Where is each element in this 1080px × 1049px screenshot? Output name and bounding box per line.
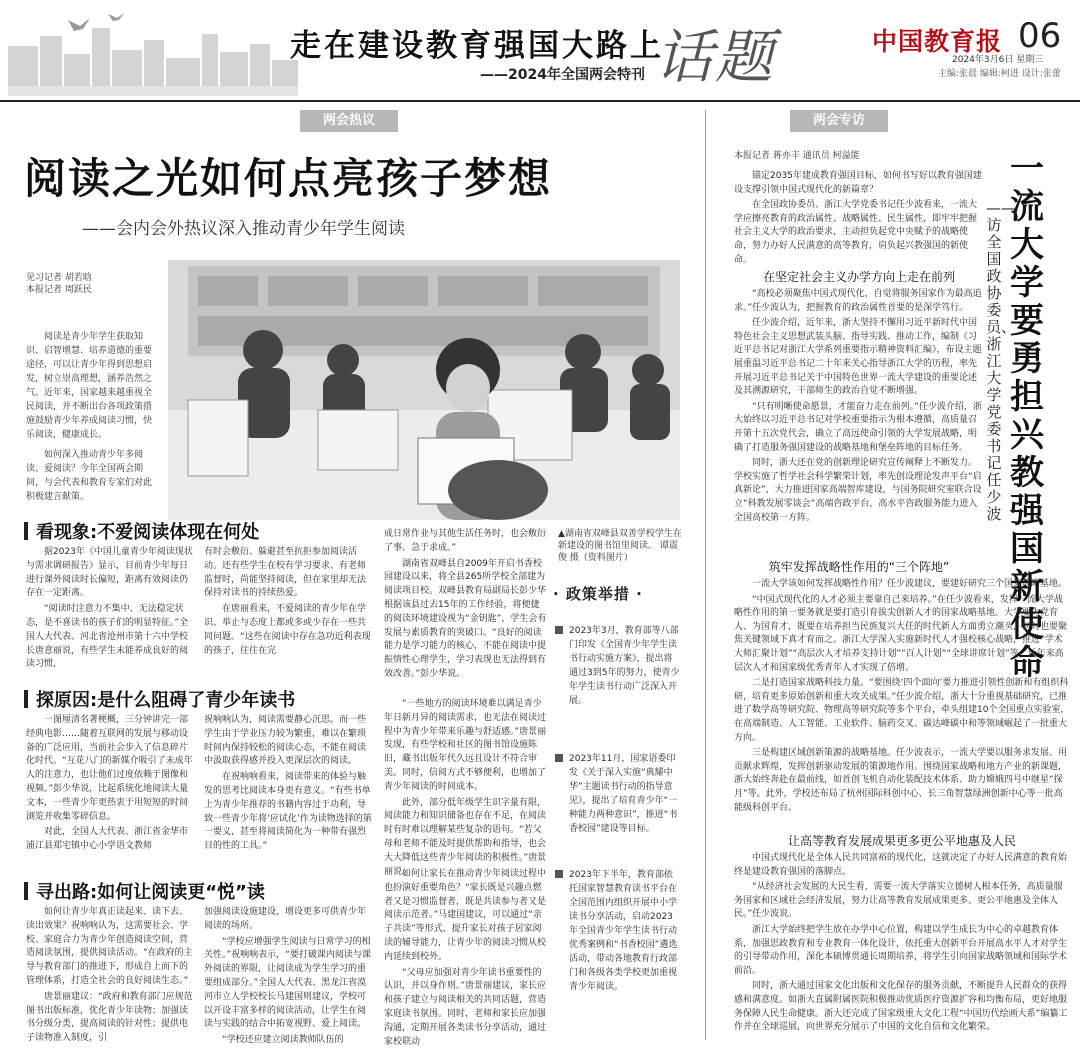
- body-paragraph: “学校应增强学生阅读与日常学习的相关性。”祝响响表示，“要打破课内阅读与课外阅读的界限，让阅读成为学生学习的重要组成部分。”全国人大代表、黑龙江省漠河市立人学校校长马建国则建议，学校可以开设丰富多样的阅读活动，让学生在阅读与实践的结合中拓宽视野、爱上阅读。: [204, 936, 371, 1030]
- heading-bar: [24, 522, 28, 540]
- body-paragraph: 祝响响认为，阅读需要静心沉思。而一些学生由于学业压力较为繁重，难以在繁琐时间内保持较松的阅读心态，不能在阅读中汲取获得感并投入更深层次的阅读。: [204, 715, 367, 767]
- section-label-left: 两会热议: [300, 110, 398, 132]
- body-paragraph: 在全国政协委员、浙江大学党委书记任少波看来，一流大学应擦亮教育的政治属性、战略属性、民生属性，即牢牢把握社会主义大学的政治要求，主动担负起党中央赋予的战略使命，努力办好人民满意的高等教育，肩负起兴教强国的新使命。: [734, 200, 978, 265]
- interview-body: [734, 852, 1070, 1040]
- issue-date: 2024年3月6日 星期三: [952, 55, 1044, 65]
- masthead: [0, 0, 1080, 102]
- lead-paragraph: 如何深入推动青少年多阅读、爱阅读？今年全国两会期间，与会代表和教育专家们对此积极建言献策。: [26, 450, 153, 502]
- interview-headline: 一流大学要勇担兴教强国新使命: [1010, 149, 1044, 683]
- body-paragraph: 在唐丽看来，不爱阅读的青少年在学识、举止与态度上都或多或少存在一些共同问题。“这些在阅读中存在急功近利表现的孩子，往往在完: [204, 604, 371, 656]
- body-paragraph: 中国式现代化是全体人民共同富裕的现代化，这就决定了办好人民满意的教育始终是建设教育强国的落脚点。: [734, 853, 1068, 877]
- interview-section-heading: 筑牢发挥战略性作用的“三个阵地”: [768, 560, 950, 574]
- body-paragraph: 浙江大学始终把学生放在办学中心位置，构建以学生成长为中心的卓越教育体系，加强思政教育和专业教育一体化设计，依托重大创新平台开展高水平人才对学生的引导带动作用，深化本硕博贯通长周期培养，将学生引向国家战略领域和国际学术前沿。: [734, 924, 1068, 976]
- interview-section-heading: 在坚定社会主义办学方向上走在前列: [762, 270, 955, 284]
- interview-section-heading: 让高等教育发展成果更多更公平地惠及人民: [787, 834, 1016, 848]
- body-paragraph: 二是打造国家战略科技力量。“要围绕‘四个面向’要力推进引领性创新和有组织科研，培育更多原始创新和重大攻关成果。”任少波介绍，浙大十分重视基础研究，已推进了数学高等研究院、物理高等研究院等多个平台，牵头组建10个全国重点实验室，在高端制造、人工智能、工业软件、脑药交叉、碳达峰碳中和等领域崛起了一批重大方向。: [734, 678, 1070, 743]
- body-column: [384, 698, 548, 877]
- policy-text: 2023年3月，教育部等八部门印发《全国青少年学生读书行动实施方案》，提出将通过3到5年的努力，使青少年学生读书行动广泛深入开展。: [569, 626, 680, 706]
- special-issue-title: 走在建设教育强国大路上: [290, 28, 664, 64]
- body-column: [26, 714, 196, 864]
- interview-subhead: ——访全国政协委员、浙江大学党委书记任少波: [986, 199, 1017, 523]
- body-paragraph: 如何让家长在推动青少年阅读过程中也扮演好重要角色？“家长既是兴趣点燃者又是习惯监督者，既是共读参与者又是阅读示范者。”马建国建议，可以通过“亲子共读”等形式，提升家长对孩子居家阅读的辅导能力，让青少年的阅读习惯从校内延续到校外。: [384, 869, 547, 962]
- interview-intro: [734, 170, 984, 270]
- interview-body: [734, 288, 984, 552]
- policy-item: [555, 752, 681, 836]
- body-paragraph: 此外，部分低年级学生识字量有限，阅读能力和知识储备也存在不足，在阅读时有时难以理解某些复杂的语句。“若父母和老师不能及时提供帮助和指导，也会大大降低这些青少年阅读的积极性。”唐景丽说。: [384, 797, 547, 877]
- article-headline: 阅读之光如何点亮孩子梦想: [24, 154, 553, 203]
- body-paragraph: 对此，全国人大代表、浙江省金华市浦江县郑宅镇中心小学语文教师: [26, 827, 189, 852]
- body-paragraph: 同时，浙大还在党的创新理论研究宣传阐释上不断发力。学校实施了哲学社会科学繁荣计划，率先创设理论发声平台“启真新论”，大力推进国家高端智库建设，与国务院研究室联合设立“科教发展零谈会”高端咨政平台，高水平咨政服务能力进入全国高校第一方阵。: [734, 458, 982, 523]
- body-paragraph: 成日常作业与其他生活任务时，也会敷衍了事、急于求成。”: [384, 529, 547, 553]
- body-paragraph: “学校还应建立阅读教师队伍的: [222, 1035, 344, 1046]
- body-paragraph: 加强阅读设施建设，增设更多可供青少年阅读的场所。: [204, 907, 367, 931]
- heading-bar: [24, 690, 28, 708]
- body-paragraph: “从经济社会发展的大民生看，需要一流大学落实立德树人根本任务，高质量服务国家和区域社会经济发展，努力让高等教育发展成果更多、更公平地惠及全体人民。”任少波说。: [734, 882, 1063, 920]
- policy-sidebar-title: · 政策举措 ·: [553, 585, 643, 603]
- body-paragraph: “高校必须聚焦中国式现代化，自觉将服务国家作为最高追求。”任少波认为，把握教育的政治属性首要的是深学笃行。: [734, 289, 982, 313]
- byline: 本报记者 周跃民: [26, 285, 92, 295]
- heading-text: 看现象:不爱阅读体现在何处: [36, 522, 260, 543]
- body-paragraph: 一图厘清名著梗概，三分钟讲完一部经典电影……随着互联网的发展与移动设备的广泛应用，当前社会步入了信息碎片化时代。“互花八门的新媒介吸引了未成年人的注意力，也让他们过度依赖于图像和视频。”彭少华说，比起系统化地阅读大量文本，一些青少年更热衷于用短短的时间浏览并收集零碎信息。: [26, 715, 193, 822]
- body-paragraph: “中国式现代化的人才必须主要靠自己来培养。”在任少波看来，发挥一流大学战略性作用的第一要务就是要打造引育拔尖创新人才的国家战略基地。大学要为党育人、为国育才，既要在培养担当民族复兴大任的时代新人方面勇立潮头，同时也要聚焦关键领域下真才育而之。浙江大学深入实施新时代人才强校核心战略，推进“学术大师汇聚计划”“高层次人才培养支持计划”“百人计划”“全球讲席计划”等，近年来高层次人才和国家级优秀青年人才实现了倍增。: [734, 594, 1068, 673]
- newspaper-brand: 中国教育报: [872, 27, 1003, 56]
- editorial-staff: 主编:张晨 编辑:柯进 设计:张蕾: [938, 69, 1061, 79]
- photo-caption: ▲湖南省双峰县双善学校学生在新建设的图书馆里阅读。 谭震俊 摄（资料图片）: [558, 529, 682, 563]
- article-subhead: ——会内会外热议深入推动青少年学生阅读: [82, 219, 405, 239]
- policy-item: [555, 624, 681, 708]
- policy-text: 2023年11月，国家语委印发《关于深入实施“典耀中华”主题读书行动的指导意见》，提出了培育青少年“一种能力两种意识”，推进“书香校园”建设等目标。: [569, 754, 678, 834]
- column-divider: [705, 110, 706, 1040]
- body-paragraph: 唐景丽建议：“政府和教育部门应规范图书出版标准，优化青少年读物；加强读书分级分类，提高阅读的针对性；提供电子读物准入制度，引: [26, 991, 193, 1044]
- article-bylines: [26, 272, 92, 296]
- body-paragraph: 湖南省双峰县自2009年开启书香校园建设以来，将全县265所学校全部建为阅读项目校。双峰县教育局副局长彭少华根据该县过去15年的工作经验，将便捷的阅读环境建设视为“金钥匙”，学生会有发展与素质教育的突破口。“良好的阅读能力是学习能力的核心，不能在阅读中提振情性心理学生，学习表现也无法得到有效改善。”彭少华说。: [384, 558, 547, 679]
- body-paragraph: 同时，浙大通过国家文化出版和文化保存的服务贡献，不断提升人民群众的获得感和满意度。如浙大直属附属医院积极推动优质医疗资源扩容和均衡布局，更好地服务保障人民生命健康。浙大还完成了国家级重大文化工程“中国历代绘画大系”编纂工作并在全球巡展，向世界充分展示了中国的文化自信和文化繁荣。: [734, 981, 1068, 1033]
- body-paragraph: 一流大学该如何发挥战略性作用？任少波建议，要建好研究三个国家战略基地。: [752, 579, 1068, 589]
- special-issue-subtitle: ——2024年全国两会特刊: [480, 67, 645, 83]
- body-column: [26, 906, 196, 1044]
- body-paragraph: 有时会敷衍、躲避甚至抗拒参加阅读活动。还有些学生在校有学习要求、有老师监督时，尚能坚持阅读，但在家里却无法保持对读书的持续热爱。: [204, 547, 367, 599]
- lead-paragraph: 阅读是青少年学生获取知识、启智增慧、培养道德的重要途径，可以让青少年得到思想启发，树立崇高理想，涵养浩然之气。近年来，国家越来越重视全民阅读，并不断出台各项政策措施鼓励青少年养成阅读习惯，快乐阅读，健康成长。: [26, 332, 153, 440]
- heading-text: 寻出路:如何让阅读更“悦”读: [36, 882, 265, 903]
- section-heading-phenomenon: [24, 518, 259, 544]
- body-paragraph: 据2023年《中国儿童青少年阅读现状与需求调研报告》显示，目前青少年每日进行课外阅读时长偏短，距离有效阅读仍存在一定距离。: [26, 547, 193, 599]
- body-column: [384, 868, 548, 1047]
- heading-text: 探原因:是什么阻碍了青少年读书: [36, 690, 296, 711]
- body-column: [26, 546, 196, 674]
- body-paragraph: 三是构建区域创新策源的战略基地。任少波表示，一流大学要以服务求发展、用贡献求辉煌，发挥创新驱动发展的策源地作用。围绕国家战略和地方产业的新课题，浙大始终奔赴在最前线，如首创飞机自动化装配技术体系、助力嫦娥四号中继星“探月”等。此外，学校还布局了杭州国际科创中心、长三角智慧绿洲创新中心等一批高能级科创平台。: [734, 748, 1068, 813]
- bullet-square-icon: [555, 870, 563, 878]
- body-column: [204, 546, 374, 674]
- byline: 见习记者 胡若晗: [26, 273, 92, 283]
- body-paragraph: 任少波介绍，近年来，浙大坚持不懈用习近平新时代中国特色社会主义思想武装头脑、指导实践、推动工作，编制《习近平总书记对浙江大学系列重要指示精神资料汇编》，布设主题展重温习近平总书记二十年来关心指导浙江大学的历程，率先开展习近平总书记关于中国特色世界一流大学建设的重要论述及其溯源研究，干部师生的政治自觉不断增强。: [734, 318, 982, 397]
- body-column: [204, 906, 374, 1046]
- section-label-right: 两会专访: [790, 110, 888, 132]
- body-paragraph: 如何让青少年真正读起来、读下去、读出效果？祝响响认为，这需要社会、学校、家庭合力为青少年创造阅读空间，营造阅读氛围，提供阅读活动。“在政府的主导与教育部门的推进下，形成自上而下的管理体系，打造全社会的良好阅读生态。”: [26, 907, 193, 986]
- topic-calligraphy-mark: 话题: [655, 23, 776, 91]
- article-lead: [26, 330, 158, 510]
- bullet-square-icon: [555, 754, 563, 762]
- interview-body: [734, 578, 1070, 828]
- interview-byline: 本报记者 蒋亦丰 通讯员 柯溢能: [734, 151, 860, 161]
- page-number: 06: [1018, 16, 1062, 56]
- body-column: [384, 528, 548, 690]
- city-skyline-illustration: [8, 6, 298, 96]
- library-reading-photo: [168, 260, 680, 520]
- body-paragraph: “阅读时注意力不集中、无法稳定状态，是不喜读书的孩子们的明显特征。”全国人大代表、河北省沧州市第十六中学校长唐意丽说，有些学生未能养成良好的阅读习惯，: [26, 604, 189, 670]
- bullet-square-icon: [555, 626, 563, 634]
- body-paragraph: 锚定2035年建成教育强国目标，如何书写好以教育强国建设支撑引领中国式现代化的新篇章？: [734, 171, 982, 195]
- body-paragraph: 在祝响响看来，阅读带来的体验与触发的思考比阅读本身更有意义。“有些书单上为青少年推荐的书籍内容过于功利，导致一些青少年将‘应试化’作为读物选择的第一要义，甚至将阅读简化为一种带有强烈目的性的工具。”: [204, 772, 372, 852]
- heading-bar: [24, 882, 28, 900]
- policy-item: [555, 868, 681, 994]
- section-heading-causes: [24, 686, 295, 712]
- body-paragraph: “只有明晰使命愿景，才能奋力走在前列。”任少波介绍，浙大始终以习近平总书记对学校重要指示为根本遵循，高质量召开第十五次党代会，确立了高远使命引领的大学发展战略，明确了打造服务强国建设的战略基地和堡垒阵地的目标任务。: [734, 401, 982, 453]
- body-paragraph: “一些地方的阅读环境难以满足青少年日新月异的阅读需求，也无法在阅读过程中为青少年带来乐趣与舒适感。”唐景丽发现，有些学校和社区的图书馆设施陈旧，藏书出版年代久远且设计不符合审美。同时，信阅方式不够便利，也增加了青少年阅读的时间成本。: [384, 699, 547, 792]
- section-heading-solutions: [24, 878, 265, 904]
- body-column: [204, 714, 374, 864]
- policy-text: 2023年下半年，教育部依托国家智慧教育读书平台在全国范围内组织开展中小学读书分享活动，启动2023年全国青少年学生读书行动优秀案例和“书香校园”遴选活动，带动各地教育行政部门和各级各类学校更加重视青少年阅读。: [569, 870, 678, 992]
- body-paragraph: “父母应加强对青少年读书重要性的认识，并以身作则。”唐景丽建议，家长应和孩子建立与阅读相关的共同话题，营造家庭读书氛围。同时，老师和家长应加强沟通，定期开展各类读书分享活动，通过家校联动: [384, 967, 547, 1047]
